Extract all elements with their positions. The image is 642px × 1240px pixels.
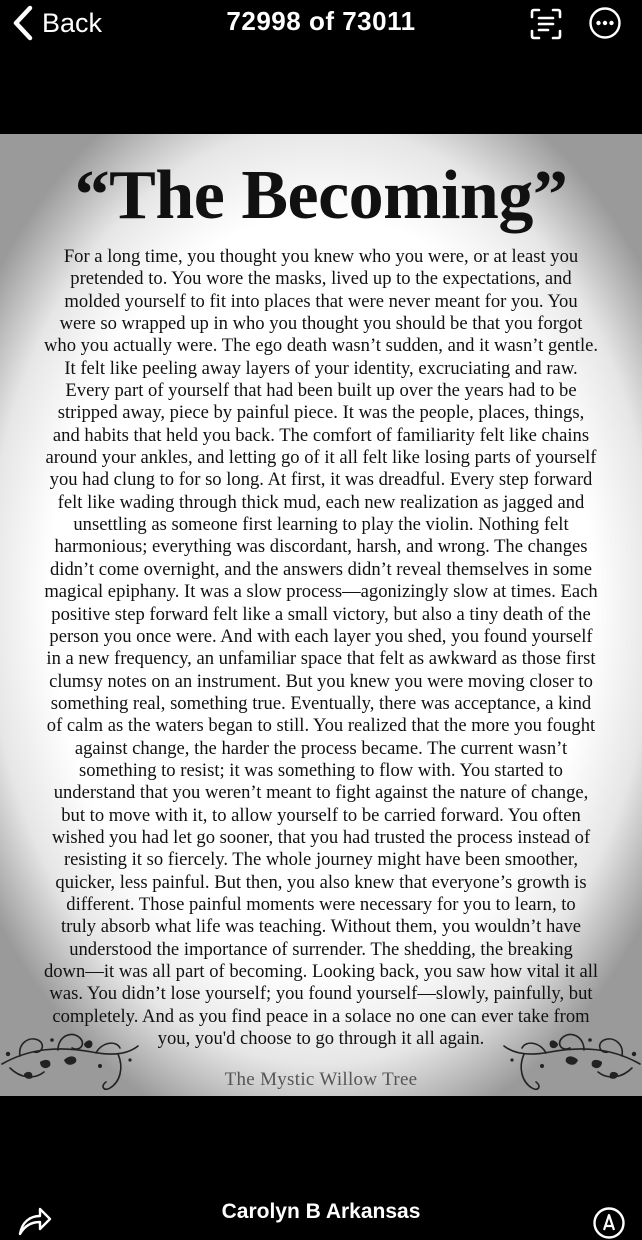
poster-body-line: felt like wading through thick mud, each new realization as jagged and bbox=[57, 491, 585, 513]
poster-body-line: in a new frequency, an unfamiliar space that felt as awkward as those first bbox=[46, 648, 596, 670]
poster-body-line: unsettling as someone first learning to play the violin. Nothing felt bbox=[73, 514, 569, 536]
poster-body-line: positive step forward felt like a small victory, but also a tiny death of the bbox=[51, 603, 591, 625]
poster-body-text bbox=[12, 246, 630, 1050]
poster-body-line: It felt like peeling away layers of your identity, excruciating and raw. bbox=[64, 357, 578, 379]
poster-body-line: and habits that held you back. The comfort of familiarity felt like chains bbox=[52, 424, 590, 446]
poster-body-line: understand that you weren’t meant to fight against the nature of change, bbox=[53, 782, 589, 804]
photo-counter: 72998 of 73011 bbox=[226, 6, 416, 36]
markup-icon[interactable] bbox=[592, 1206, 626, 1240]
poster-body-line: something real, something true. Eventually, there was acceptance, a kind bbox=[50, 692, 592, 714]
poster-body-line: wished you had let go sooner, that you had trusted the process instead of bbox=[51, 826, 591, 848]
poster-body-line: were so wrapped up in who you thought you should be that you forgot bbox=[59, 313, 583, 335]
poster-body-line: you, you'd choose to go through it all again. bbox=[157, 1028, 485, 1050]
poster-body-line: magical epiphany. It was a slow process—agonizingly slow at times. Each bbox=[44, 581, 598, 603]
poster-body-line: truly absorb what life was teaching. Without them, you wouldn’t have bbox=[60, 916, 582, 938]
poster-body-line: Every part of yourself that had been built up over the years had to be bbox=[65, 380, 577, 402]
poster-body-line: of calm as the waters began to still. You realized that the more you fought bbox=[46, 715, 596, 737]
poster-body-line: For a long time, you thought you knew who you were, or at least you bbox=[63, 246, 579, 267]
poster-body-line: something to resist; it was something to flow with. You started to bbox=[79, 759, 563, 781]
photo-view[interactable] bbox=[0, 134, 642, 1096]
poster-title: “The Becoming” bbox=[74, 157, 568, 234]
poster-body-line: clumsy notes on an instrument. But you knew you were moving closer to bbox=[49, 670, 593, 692]
poster-body-line: completely. And as you find peace in a solace no one can ever take from bbox=[52, 1005, 590, 1027]
poster-body-line: but to move with it, to allow yourself to be carried forward. You often bbox=[61, 804, 581, 826]
poster-body-line: harmonious; everything was discordant, harsh, and wrong. The changes bbox=[54, 536, 588, 558]
poster-body-line: stripped away, piece by painful piece. It was the people, places, things, bbox=[57, 402, 585, 424]
back-label: Back bbox=[42, 7, 103, 38]
poster-body-line: was. You didn’t lose yourself; you found yourself—slowly, painfully, but bbox=[49, 983, 593, 1005]
poster-body-line: pretended to. You wore the masks, lived up to the expectations, and bbox=[70, 268, 572, 290]
poster-body-line: down—it was all part of becoming. Looking back, you saw how vital it all bbox=[43, 961, 599, 982]
poster-body-line: molded yourself to fit into places that were never meant for you. You bbox=[64, 290, 578, 312]
poster-body-line: who you actually were. The ego death wasn’t sudden, and it wasn’t gentle. bbox=[43, 335, 599, 357]
poster-body-line: understood the importance of surrender. The shedding, the breaking bbox=[69, 938, 573, 960]
poster-body-line: resisting it so fiercely. The whole journey might have been smoother, bbox=[63, 849, 579, 871]
top-nav-bar bbox=[0, 0, 642, 50]
live-text-icon[interactable] bbox=[528, 6, 564, 42]
poster-body-line: didn’t come overnight, and the answers didn’t reveal themselves in some bbox=[49, 558, 592, 580]
more-options-icon[interactable] bbox=[588, 6, 622, 40]
poster-body-line: you had clung to for so long. At first, it was dreadful. Every step forward bbox=[49, 469, 593, 491]
poster-body-line: different. Those painful moments were necessary for you to learn, to bbox=[66, 893, 576, 915]
poster-body-line: around your ankles, and letting go of it all felt like losing parts of yourself bbox=[45, 447, 597, 469]
poster-body-line: against change, the harder the process became. The current wasn’t bbox=[74, 737, 568, 759]
poster-body-line: person you once were. And with each layer you shed, you found yourself bbox=[49, 625, 593, 647]
poster-signature: The Mystic Willow Tree bbox=[224, 1069, 418, 1090]
bottom-bar bbox=[0, 1190, 642, 1229]
poster-body-line: quicker, less painful. But then, you also knew that everyone’s growth is bbox=[55, 871, 587, 893]
author-name: Carolyn B Arkansas bbox=[221, 1200, 421, 1223]
